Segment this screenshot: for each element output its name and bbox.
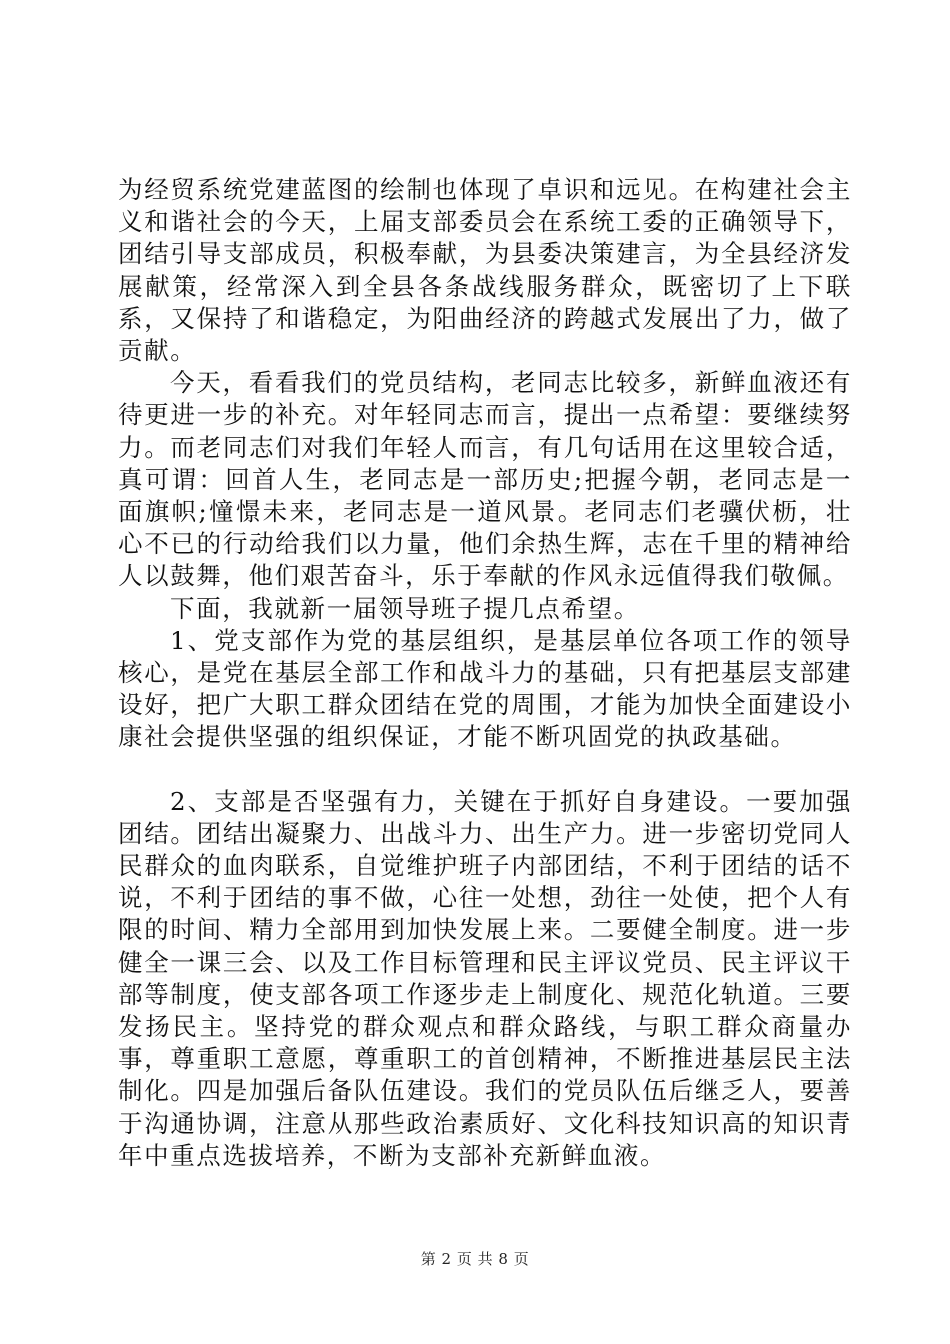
- paragraph-continuation: 为经贸系统党建蓝图的绘制也体现了卓识和远见。在构建社会主义和谐社会的今天，上届支部委员会在系统工委的正确领导下，团结引导支部成员，积极奉献，为县委决策建言，为全县经济发展献策，经常深入到全县各条战线服务群众，既密切了上下联系，又保持了和谐稳定，为阳曲经济的跨越式发展出了力，做了贡献。: [118, 175, 852, 366]
- paragraph-spacer: [118, 754, 852, 786]
- page-number-footer: 第 2 页 共 8 页: [420, 1250, 530, 1268]
- paragraph-hopes-intro: 下面，我就新一届领导班子提几点希望。: [170, 593, 640, 623]
- paragraph-party-structure: 今天，看看我们的党员结构，老同志比较多，新鲜血液还有待更进一步的补充。对年轻同志而言，提出一点希望：要继续努力。而老同志们对我们年轻人而言，有几句话用在这里较合适，真可谓：回首人生，老同志是一部历史;把握今朝，老同志是一面旗帜;憧憬未来，老同志是一道风景。老同志们老骥伏枥，壮心不已的行动给我们以力量，他们余热生辉，志在千里的精神给人以鼓舞，他们艰苦奋斗，乐于奉献的作风永远值得我们敬佩。: [118, 368, 852, 591]
- paragraph-point-1: 1、党支部作为党的基层组织，是基层单位各项工作的领导核心，是党在基层全部工作和战斗力的基础，只有把基层支部建设好，把广大职工群众团结在党的周围，才能为加快全面建设小康社会提供坚强的组织保证，才能不断巩固党的执政基础。: [118, 625, 852, 752]
- paragraph-point-2: 2、支部是否坚强有力，关键在于抓好自身建设。一要加强团结。团结出凝聚力、出战斗力、出生产力。进一步密切党同人民群众的血肉联系，自觉维护班子内部团结，不利于团结的话不说，不利于团结的事不做，心往一处想，劲往一处使，把个人有限的时间、精力全部用到加快发展上来。二要健全制度。进一步健全一课三会、以及工作目标管理和民主评议党员、民主评议干部等制度，使支部各项工作逐步走上制度化、规范化轨道。三要发扬民主。坚持党的群众观点和群众路线，与职工群众商量办事，尊重职工意愿，尊重职工的首创精神，不断推进基层民主法制化。四是加强后备队伍建设。我们的党员队伍后继乏人，要善于沟通协调，注意从那些政治素质好、文化科技知识高的知识青年中重点选拔培养，不断为支部补充新鲜血液。: [118, 786, 852, 1170]
- document-body: [118, 174, 852, 1172]
